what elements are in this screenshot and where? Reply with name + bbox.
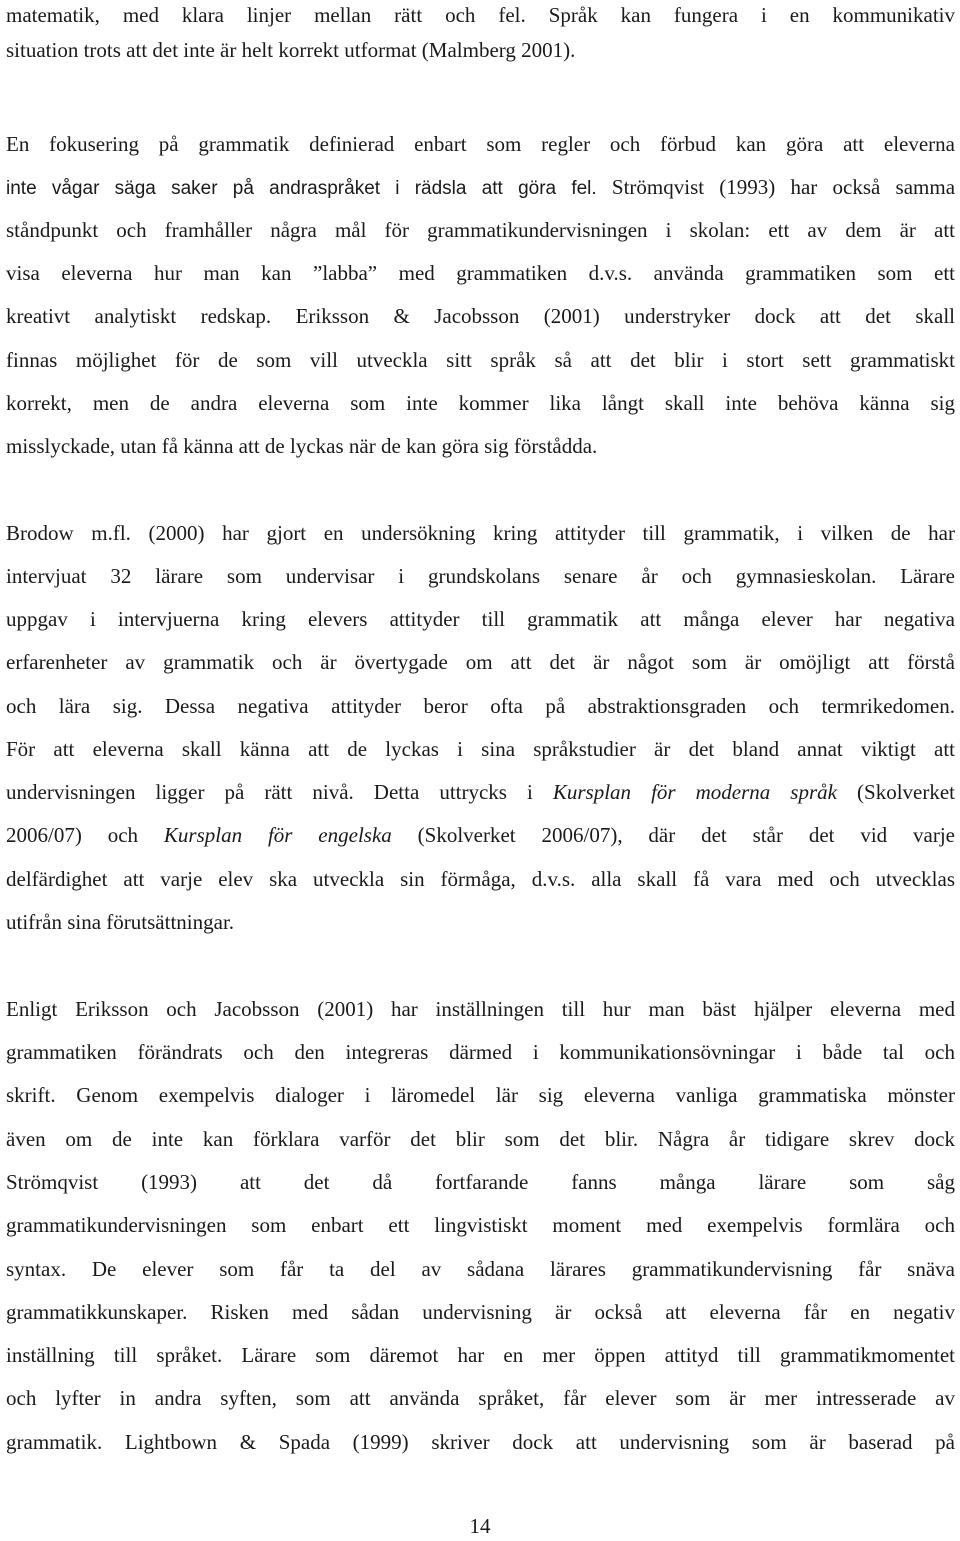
italic-title: Kursplan för engelska bbox=[163, 823, 392, 847]
text-line bbox=[6, 777, 955, 807]
text-segment: (Skolverket 2006/07), där det står det vid varje bbox=[417, 823, 955, 847]
text-segment: undervisningen ligger på rätt nivå. Detta uttrycks i bbox=[6, 780, 533, 804]
text-line: ståndpunkt och framhåller några mål för grammatikundervisningen i skolan: ett av dem är att bbox=[6, 218, 955, 242]
text-line: intervjuat 32 lärare som undervisar i grundskolans senare år och gymnasieskolan. Lärare bbox=[6, 564, 955, 588]
text-line: utifrån sina förutsättningar. bbox=[6, 910, 235, 934]
text-line: delfärdighet att varje elev ska utveckla sin förmåga, d.v.s. alla skall få vara med och utvecklas bbox=[6, 867, 955, 891]
text-line: korrekt, men de andra eleverna som inte kommer lika långt skall inte behöva känna sig bbox=[6, 391, 955, 415]
text-line: även om de inte kan förklara varför det blir som det blir. Några år tidigare skrev dock bbox=[6, 1127, 955, 1151]
text-line: Brodow m.fl. (2000) har gjort en undersökning kring attityder till grammatik, i vilken de har bbox=[6, 521, 955, 545]
text-segment: Eriksson & Jacobsson (2001) understryker dock att det skall bbox=[295, 304, 955, 328]
italic-title: Kursplan för moderna språk bbox=[552, 780, 837, 804]
text-line: grammatikundervisningen som enbart ett lingvistiskt moment med exempelvis formlära och bbox=[6, 1213, 955, 1237]
text-line: inställning till språket. Lärare som däremot har en mer öppen attityd till grammatikmomentet bbox=[6, 1343, 955, 1367]
text-line bbox=[6, 301, 955, 331]
text-line: För att eleverna skall känna att de lyckas i sina språkstudier är det bland annat viktigt att bbox=[6, 737, 955, 761]
text-segment: inte vågar säga saker på andraspråket i rädsla att göra fel. bbox=[6, 178, 597, 199]
text-segment: (Skolverket bbox=[857, 780, 955, 804]
text-line: och lära sig. Dessa negativa attityder beror ofta på abstraktionsgraden och termrikedomen. bbox=[6, 694, 955, 718]
text-line: situation trots att det inte är helt korrekt utformat (Malmberg 2001). bbox=[6, 38, 576, 62]
text-line bbox=[6, 820, 955, 850]
page-number: 14 bbox=[469, 1514, 491, 1538]
text-line: erfarenheter av grammatik och är övertygade om att det är något som är omöjligt att förstå bbox=[6, 650, 955, 674]
text-line: grammatik. Lightbown & Spada (1999) skriver dock att undervisning som är baserad på bbox=[6, 1430, 955, 1454]
text-line: misslyckade, utan få känna att de lyckas när de kan göra sig förstådda. bbox=[6, 434, 598, 458]
text-line: och lyfter in andra syften, som att använda språket, får elever som är mer intresserade av bbox=[6, 1386, 955, 1410]
text-line: grammatikkunskaper. Risken med sådan undervisning är också att eleverna får en negativ bbox=[6, 1300, 955, 1324]
text-line: grammatiken förändrats och den integreras därmed i kommunikationsövningar i både tal och bbox=[6, 1040, 955, 1064]
text-line: visa eleverna hur man kan ”labba” med grammatiken d.v.s. använda grammatiken som ett bbox=[6, 261, 955, 285]
text-line: En fokusering på grammatik definierad enbart som regler och förbud kan göra att eleverna bbox=[6, 132, 955, 156]
text-line bbox=[6, 172, 955, 202]
text-line: skrift. Genom exempelvis dialoger i läromedel lär sig eleverna vanliga grammatiska mönster bbox=[6, 1083, 955, 1107]
text-segment: kreativt analytiskt redskap. bbox=[6, 304, 272, 328]
text-line: matematik, med klara linjer mellan rätt och fel. Språk kan fungera i en kommunikativ bbox=[6, 3, 955, 27]
text-line: finnas möjlighet för de som vill utveckla sitt språk så att det blir i stort sett grammatiskt bbox=[6, 348, 955, 372]
text-segment: 2006/07) och bbox=[6, 823, 139, 847]
text-line: Strömqvist (1993) att det då fortfarande fanns många lärare som såg bbox=[6, 1170, 955, 1194]
text-line: syntax. De elever som får ta del av sådana lärares grammatikundervisning får snäva bbox=[6, 1257, 955, 1281]
text-line: Enligt Eriksson och Jacobsson (2001) har inställningen till hur man bäst hjälper eleverna med bbox=[6, 997, 955, 1021]
text-line: uppgav i intervjuerna kring elevers attityder till grammatik att många elever har negativa bbox=[6, 607, 955, 631]
text-segment: Strömqvist (1993) har också samma bbox=[611, 175, 955, 199]
